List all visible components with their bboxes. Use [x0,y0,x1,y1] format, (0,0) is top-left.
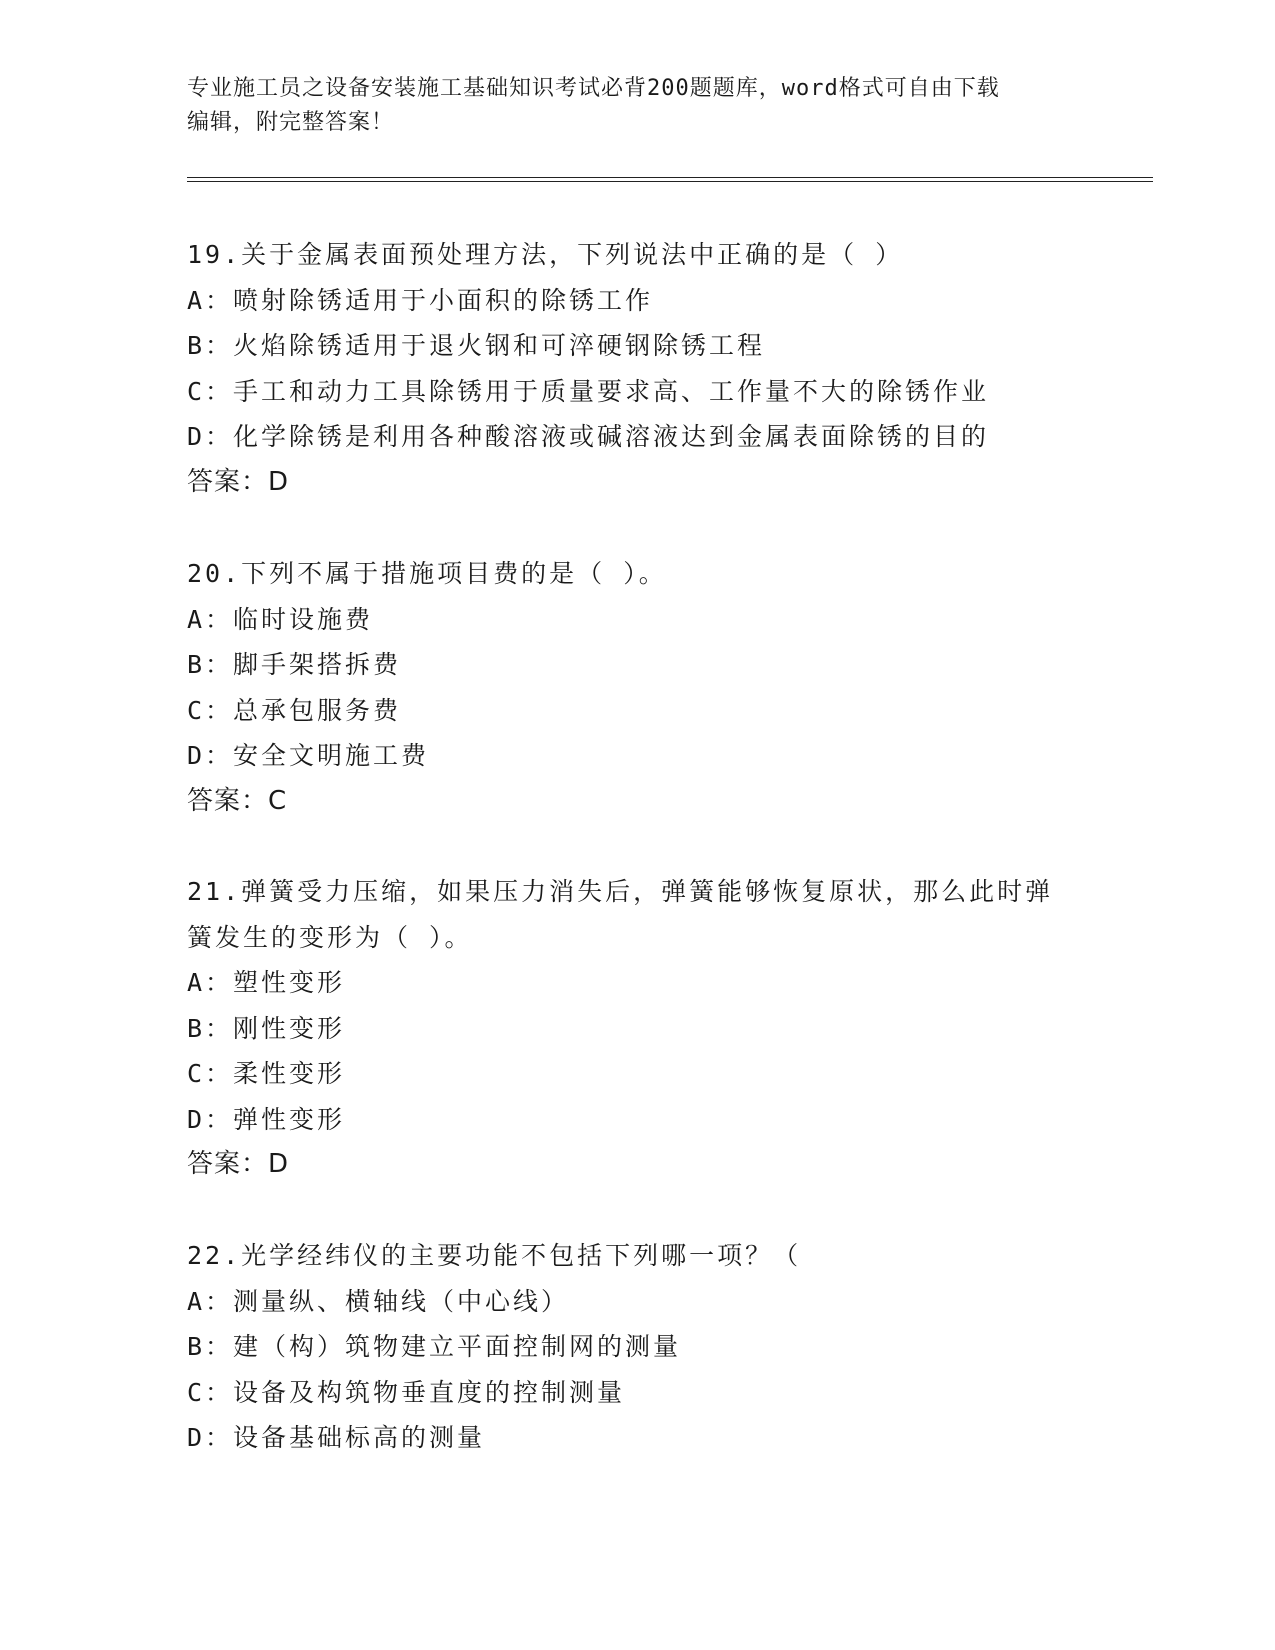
document-header [187,72,1067,140]
question-21 [187,869,1087,1188]
answer: 答案：D [187,1149,290,1179]
header-line-1: 专业施工员之设备安装施工基础知识考试必背200题题库，word格式可自由下载 [187,76,1000,101]
option-a: A：塑性变形 [187,968,346,997]
option-c: C：设备及构筑物垂直度的控制测量 [187,1377,626,1407]
option-c: C：总承包服务费 [187,695,402,725]
header-line-2: 编辑，附完整答案！ [187,110,395,135]
option-b: B：火焰除锈适用于退火钢和可淬硬钢除锈工程 [187,331,766,360]
option-c: C：手工和动力工具除锈用于质量要求高、工作量不大的除锈作业 [187,376,990,406]
option-a: A：临时设施费 [187,604,374,634]
header-divider-bottom [187,181,1153,182]
question-stem-line-1: 21.弹簧受力压缩，如果压力消失后，弹簧能够恢复原状，那么此时弹 [187,877,1054,906]
option-a: A：测量纵、横轴线（中心线） [187,1286,570,1316]
question-22 [187,1233,1087,1461]
option-b: B：建（构）筑物建立平面控制网的测量 [187,1332,682,1361]
question-stem: 20.下列不属于措施项目费的是（ ）。 [187,559,667,588]
option-d: D：化学除锈是利用各种酸溶液或碱溶液达到金属表面除锈的目的 [187,422,990,451]
option-d: D：弹性变形 [187,1104,346,1134]
question-stem: 19.关于金属表面预处理方法，下列说法中正确的是（ ） [187,240,904,269]
question-stem-line-2: 簧发生的变形为（ ）。 [187,922,473,952]
question-19 [187,232,1087,505]
answer: 答案：D [187,466,290,497]
header-divider-top [187,177,1153,178]
option-d: D：设备基础标高的测量 [187,1423,486,1452]
answer: 答案：C [187,785,288,816]
option-b: B：脚手架搭拆费 [187,650,402,679]
question-20 [187,551,1087,824]
question-stem: 22.光学经纬仪的主要功能不包括下列哪一项？（ [187,1241,802,1270]
option-d: D：安全文明施工费 [187,741,430,770]
option-b: B：刚性变形 [187,1013,346,1043]
option-a: A：喷射除锈适用于小面积的除锈工作 [187,285,654,315]
option-c: C：柔性变形 [187,1059,346,1088]
